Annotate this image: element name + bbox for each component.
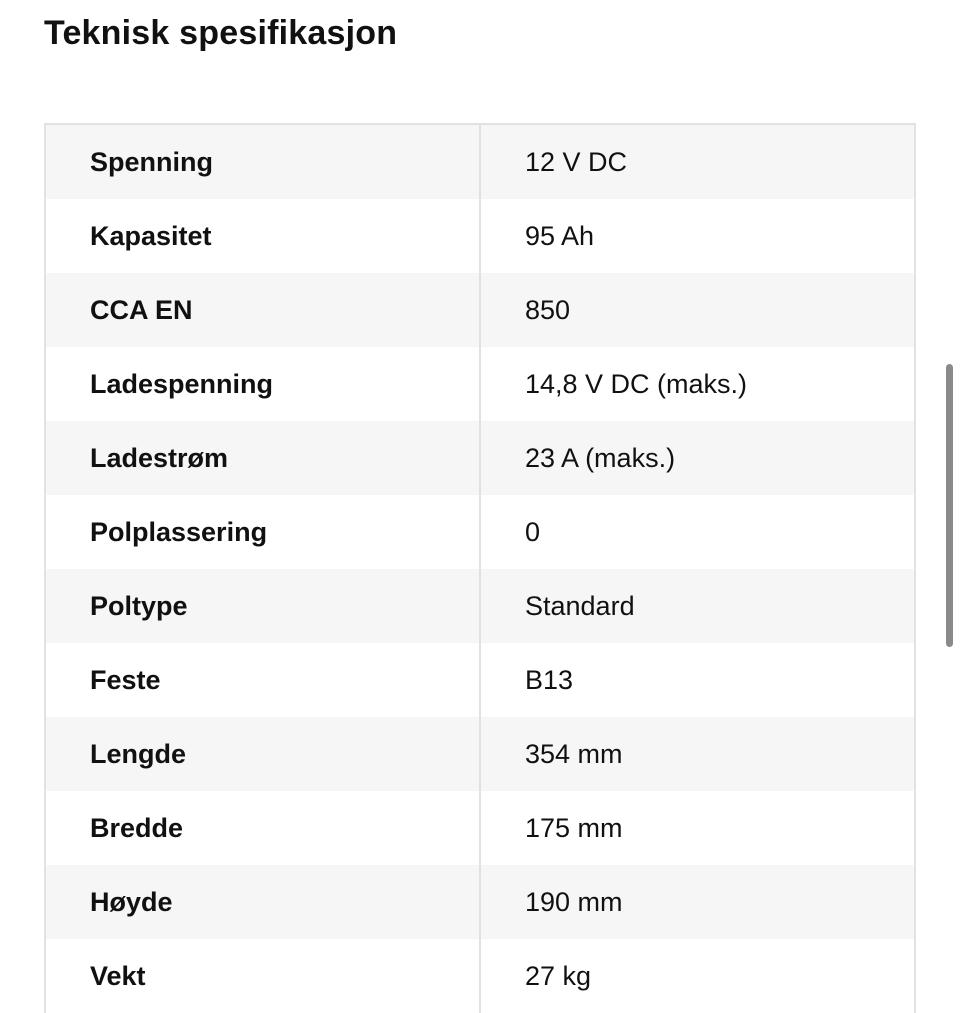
spec-value: B13 [525,664,574,695]
spec-value: 27 kg [525,960,592,991]
spec-label: Kapasitet [46,199,481,273]
spec-label: Polplassering [46,495,481,569]
spec-label: Poltype [46,569,481,643]
spec-table [44,123,916,1013]
spec-value: 23 A (maks.) [525,442,676,473]
scrollbar[interactable] [946,364,953,647]
spec-value: 850 [525,294,571,325]
spec-label: CCA EN [46,273,481,347]
table-row [46,643,914,717]
spec-label: Ladespenning [46,347,481,421]
table-row [46,939,914,1013]
table-row [46,421,914,495]
table-row [46,569,914,643]
table-row [46,791,914,865]
spec-value: 0 [525,516,541,547]
table-row [46,717,914,791]
spec-label: Spenning [46,125,481,199]
table-row [46,125,914,199]
spec-label: Bredde [46,791,481,865]
table-row [46,273,914,347]
spec-value: 354 mm [525,738,623,769]
spec-label: Høyde [46,865,481,939]
spec-value: 95 Ah [525,220,595,251]
spec-label: Lengde [46,717,481,791]
table-row [46,865,914,939]
spec-value: 12 V DC [525,146,628,177]
spec-label: Vekt [46,939,481,1013]
table-row [46,199,914,273]
table-row [46,495,914,569]
table-row [46,347,914,421]
spec-value: Standard [525,590,635,621]
spec-label: Feste [46,643,481,717]
section-title: Teknisk spesifikasjon [44,14,398,52]
spec-label: Ladestrøm [46,421,481,495]
spec-value: 190 mm [525,886,623,917]
spec-value: 14,8 V DC (maks.) [525,368,748,399]
spec-value: 175 mm [525,812,623,843]
